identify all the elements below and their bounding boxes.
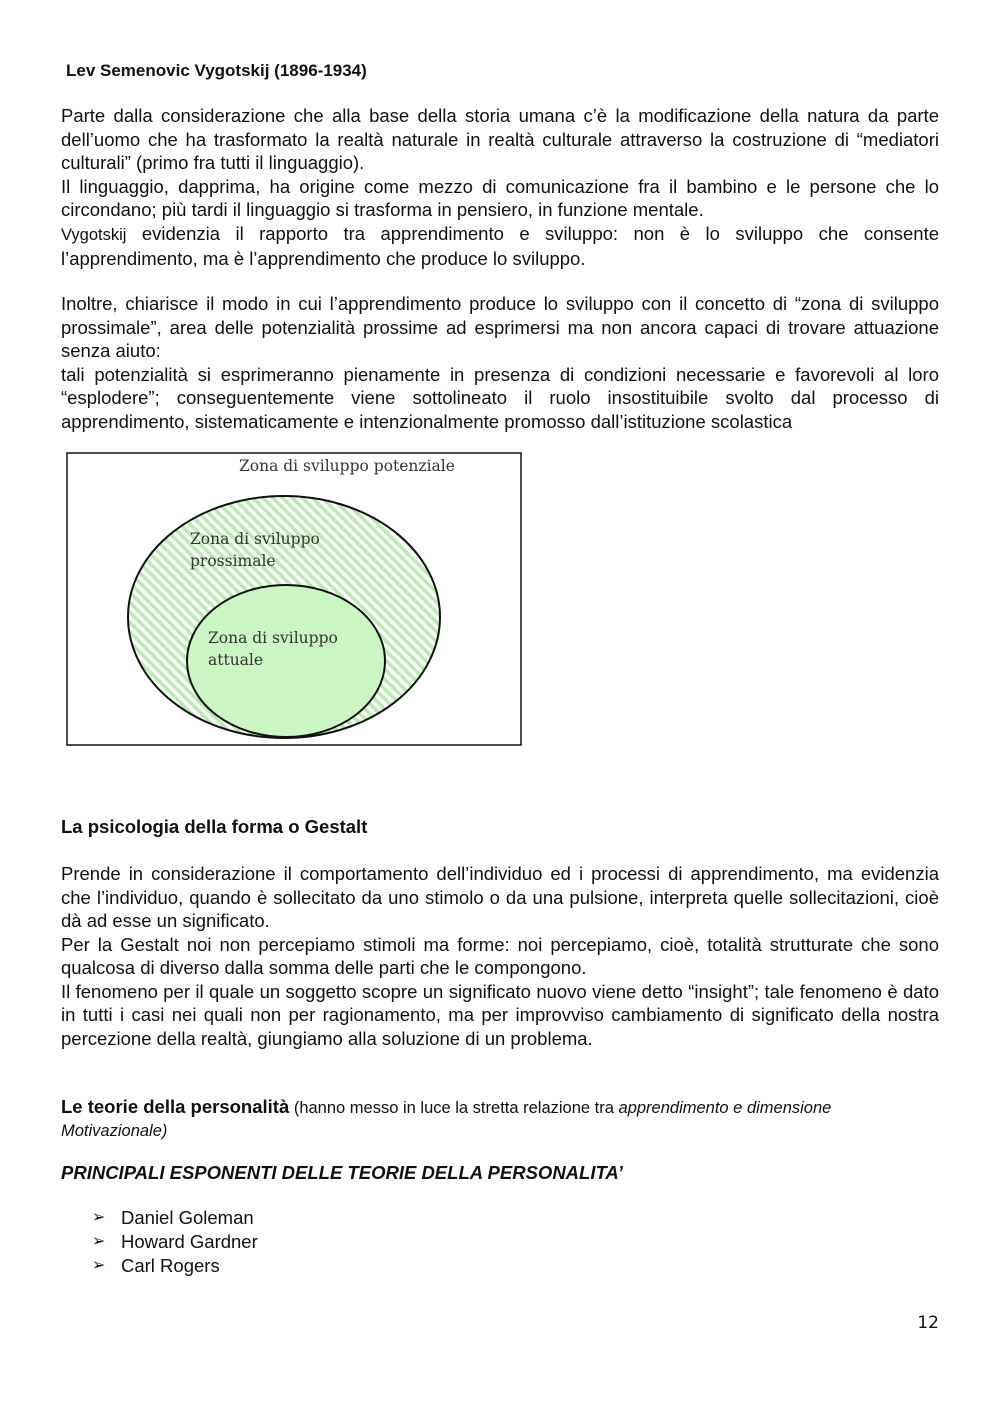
outer-zone-label: Zona di sviluppo potenziale — [239, 457, 455, 475]
heading-note-italic: apprendimento e dimensione — [618, 1099, 832, 1117]
exponents-list — [92, 1206, 258, 1278]
paragraph: tali potenzialità si esprimeranno pienamente in presenza di condizioni necessarie e favorevoli al loro “esplodere”; conseguentemente viene sottolineato il ruolo insostituibile svolto dal processo di apprendimento, sistematicamente e intenzionalmente promosso dall’istituzione scolastica — [61, 363, 939, 432]
middle-zone-label-line2: prossimale — [190, 552, 276, 570]
paragraph: Parte dalla considerazione che alla base della storia umana c’è la modificazione della natura da parte dell’uomo che ha trasformato la realtà naturale in realtà culturale attraverso la costruzione di “mediatori culturali” (primo fra tutti il linguaggio). — [61, 105, 939, 173]
inner-zone-label-line1: Zona di sviluppo — [208, 629, 338, 647]
section-title-vygotskij: Lev Semenovic Vygotskij (1896-1934) — [66, 61, 367, 80]
arrowhead-bullet-icon: ➢ — [92, 1209, 106, 1226]
paragraph: Per la Gestalt noi non percepiamo stimoli ma forme: noi percepiamo, cioè, totalità strutturate che sono qualcosa di diverso dalla somma delle parti che le compongono. — [61, 933, 939, 978]
list-item-text: Howard Gardner — [121, 1231, 258, 1252]
paragraph: Il linguaggio, dapprima, ha origine come mezzo di comunicazione fra il bambino e le persone che lo circondano; più tardi il linguaggio si trasforma in pensiero, in funzione mentale. — [61, 175, 939, 220]
arrowhead-bullet-icon: ➢ — [92, 1257, 106, 1274]
vygotskij-text-1 — [61, 104, 939, 271]
list-item-text: Daniel Goleman — [121, 1207, 254, 1228]
paragraph: Il fenomeno per il quale un soggetto scopre un significato nuovo viene detto “insight”; tale fenomeno è dato in tutti i casi nei quali non per ragionamento, ma per improvviso cambiamento di significato della nostra percezione della realtà, giungiamo alla soluzione di un problema. — [61, 980, 939, 1049]
paragraph: Prende in considerazione il comportamento dell’individuo ed i processi di apprendimento, ma evidenzia che l’individuo, quando è sollecitato da uno stimolo o da una pulsione, interpreta quelle sollecitazioni, cioè dà ad esse un significato. — [61, 863, 939, 931]
zones-diagram — [66, 452, 522, 746]
paragraph-text: evidenzia il rapporto tra apprendimento e sviluppo: non è lo sviluppo che consente l’apprendimento, ma è l’apprendimento che produce lo sviluppo. — [61, 222, 939, 269]
personalita-heading — [61, 1096, 939, 1142]
list-item — [92, 1254, 258, 1278]
arrowhead-bullet-icon: ➢ — [92, 1233, 106, 1250]
section-heading-personalita: Le teorie della personalità — [61, 1096, 290, 1117]
middle-zone-label-line1: Zona di sviluppo — [190, 530, 320, 548]
gestalt-text — [61, 862, 939, 1050]
paragraph — [61, 222, 939, 271]
subheading-principali-esponenti: PRINCIPALI ESPONENTI DELLE TEORIE DELLA PERSONALITA’ — [61, 1162, 623, 1183]
list-item — [92, 1230, 258, 1254]
vygotskij-text-2 — [61, 292, 939, 433]
page-number: 12 — [917, 1313, 939, 1333]
author-name: Vygotskij — [61, 225, 127, 244]
list-item — [92, 1206, 258, 1230]
heading-note-italic-2: Motivazionale) — [61, 1122, 168, 1140]
heading-note: (hanno messo in luce la stretta relazione tra — [289, 1099, 619, 1117]
inner-zone-label-line2: attuale — [208, 651, 264, 669]
list-item-text: Carl Rogers — [121, 1255, 220, 1276]
paragraph: Inoltre, chiarisce il modo in cui l’apprendimento produce lo sviluppo con il concetto di “zona di sviluppo prossimale”, area delle potenzialità prossime ad esprimersi ma non ancora capaci di trovare attuazione senza aiuto: — [61, 293, 939, 361]
section-heading-gestalt: La psicologia della forma o Gestalt — [61, 816, 368, 837]
